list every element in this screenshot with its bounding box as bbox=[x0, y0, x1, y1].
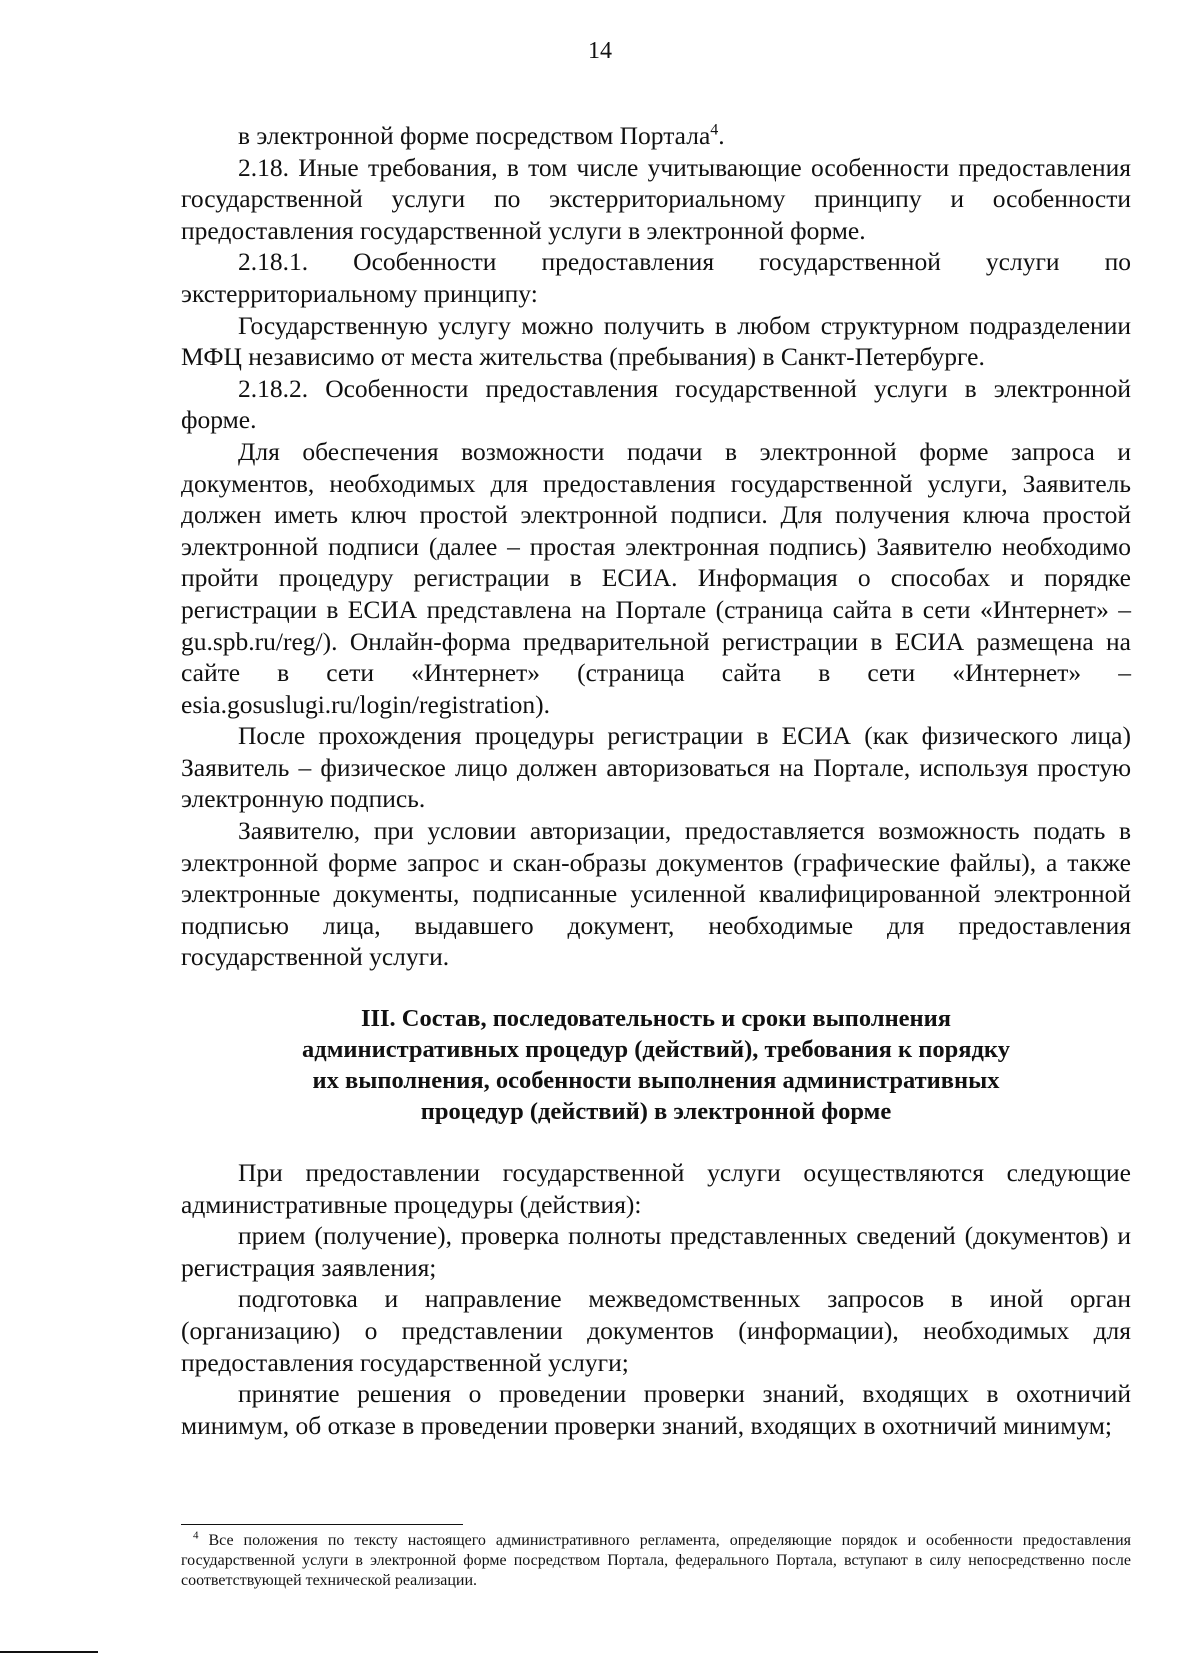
section-heading-line: административных процедур (действий), требования к порядку bbox=[302, 1036, 1010, 1064]
footnote-reference[interactable]: 4 bbox=[710, 121, 719, 139]
section-heading bbox=[181, 1003, 1131, 1127]
paragraph: в электронной форме посредством Портала$^4$. bbox=[238, 121, 725, 150]
paragraph: При предоставлении государственной услуги осуществляются следующие административные процедуры (действия): bbox=[181, 1158, 1131, 1219]
paragraph: 2.18.2. Особенности предоставления государственной услуги в электронной форме. bbox=[181, 373, 1131, 435]
paragraph: Заявителю, при условии авторизации, предоставляется возможность подать в электронной форме запрос и скан-образы документов (графические файлы), а также электронные документы, подписанные усиленной квалифицированной электронной подписью лица, выдавшего документ, необходимые для предоставления государственной услуги. bbox=[181, 816, 1131, 972]
paragraph: Для обеспечения возможности подачи в электронной форме запроса и документов, необходимых для предоставления государственной услуги, Заявитель должен иметь ключ простой электронной подписи. Для получения ключа простой электронной подписи (далее – простая электронная подпись) Заявителю необходимо пройти процедуру регистрации в ЕСИА. Информация о способах и порядке регистрации в ЕСИА представлена на Портале (страница сайта в сети «Интернет» – gu.spb.ru/reg/). Онлайн-форма предварительной регистрации в ЕСИА размещена на сайте в сети «Интернет» (страница сайта в сети «Интернет» – esia.gosuslugi.ru/login/registration). bbox=[181, 436, 1131, 719]
paragraph: После прохождения процедуры регистрации в ЕСИА (как физического лица) Заявитель – физическое лицо должен авторизоваться на Портале, используя простую электронную подпись. bbox=[181, 721, 1131, 814]
paragraph: подготовка и направление межведомственных запросов в иной орган (организацию) о представлении документов (информации), необходимых для предоставления государственной услуги; bbox=[181, 1284, 1131, 1377]
footnote-divider bbox=[181, 1524, 463, 1525]
page-number: 14 bbox=[588, 38, 612, 64]
paragraph: принятие решения о проведении проверки знаний, входящих в охотничий минимум, об отказе в проведении проверки знаний, входящих в охотничий минимум; bbox=[181, 1379, 1131, 1440]
footnote bbox=[181, 1531, 1131, 1591]
footnote-number: 4 bbox=[193, 1529, 199, 1542]
footnote-text: Все положения по тексту настоящего административного регламента, определяющие порядок и особенности предоставления государственной услуги в электронной форме посредством Портала, федерального Портала, вступают в силу непосредственно после соответствующей технической реализации. bbox=[181, 1532, 1132, 1589]
paragraph-text: в электронной форме посредством Портала bbox=[238, 121, 711, 150]
paragraph: Государственную услугу можно получить в любом структурном подразделении МФЦ независимо от места жительства (пребывания) в Санкт-Петербурге. bbox=[181, 310, 1131, 372]
paragraph: 2.18. Иные требования, в том числе учитывающие особенности предоставления государственной услуги по экстерриториальному принципу и особенности предоставления государственной услуги в электронной форме. bbox=[181, 152, 1131, 245]
paragraph: 2.18.1. Особенности предоставления государственной услуги по экстерриториальному принципу: bbox=[181, 247, 1131, 308]
paragraph: прием (получение), проверка полноты представленных сведений (документов) и регистрация заявления; bbox=[181, 1221, 1131, 1282]
scan-edge-mark bbox=[0, 1651, 98, 1653]
section-heading-line: их выполнения, особенности выполнения административных bbox=[312, 1067, 1000, 1095]
body-text bbox=[181, 120, 1131, 1441]
section-heading-line: процедур (действий) в электронной форме bbox=[420, 1098, 892, 1126]
section-heading-line: III. Состав, последовательность и сроки выполнения bbox=[360, 1005, 952, 1033]
